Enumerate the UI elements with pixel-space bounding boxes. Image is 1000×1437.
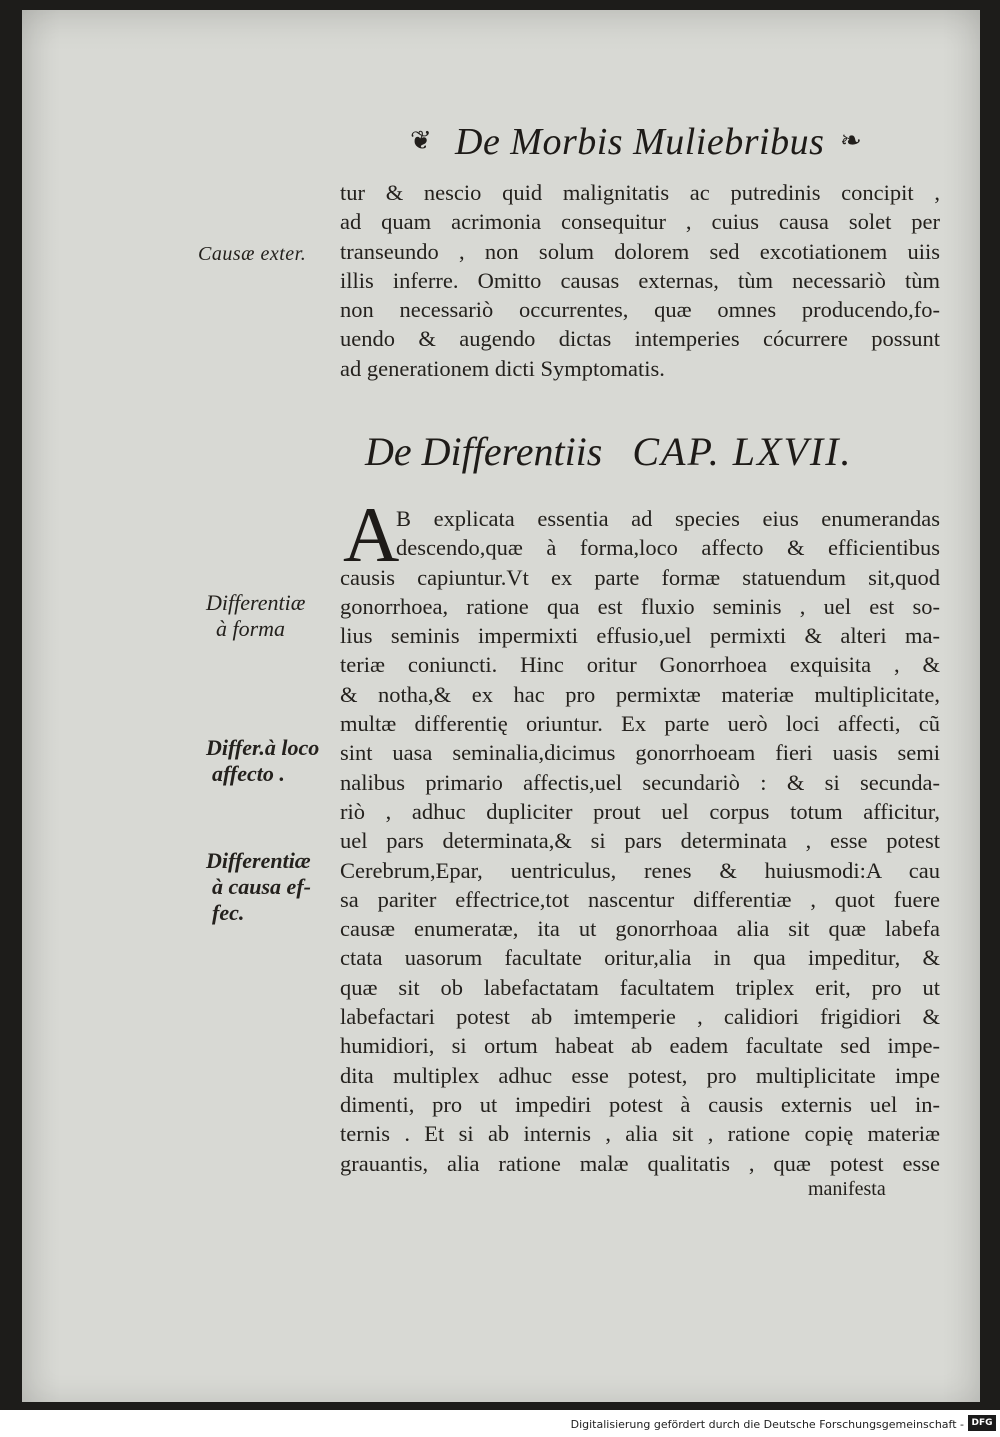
text-line: dimenti, pro ut impediri potest à causis externis uel in- bbox=[340, 1091, 940, 1117]
margin-note-text: Causæ exter. bbox=[198, 243, 307, 265]
text-line: teriæ coniuncti. Hinc oritur Gonorrhoea exquisita , & bbox=[340, 652, 940, 678]
margin-note-text: Differentiæ bbox=[206, 590, 306, 615]
text-line: ad quam acrimonia consequitur , cuius causa solet per bbox=[340, 209, 940, 235]
text-line: humidiori, si ortum habeat ab eadem facultate sed impe- bbox=[340, 1033, 940, 1059]
catchword: manifesta bbox=[808, 1178, 886, 1200]
footer-credit: Digitalisierung gefördert durch die Deutsche Forschungsgemeinschaft - bbox=[570, 1418, 964, 1431]
margin-note-differentiae-causa bbox=[206, 848, 311, 926]
margin-note-differ-loco bbox=[206, 735, 319, 787]
text-line: ctata uasorum facultate oritur,alia in qua impeditur, & bbox=[340, 945, 940, 971]
text-line: uel pars determinata,& si pars determinata , esse potest bbox=[340, 828, 940, 854]
margin-note-text: Differ.à loco bbox=[206, 735, 320, 760]
paragraph-causes bbox=[340, 178, 940, 383]
text-line: causis capiuntur.Vt ex parte formæ statuendum sit,quod bbox=[340, 564, 940, 590]
paragraph-differences bbox=[340, 504, 940, 1178]
margin-note-text: à forma bbox=[216, 616, 286, 641]
margin-note-text: affecto . bbox=[212, 761, 285, 786]
text-line: tur & nescio quid malignitatis ac putredinis concipit , bbox=[340, 180, 940, 205]
text-line: uendo & augendo dictas intemperies cócurrere possunt bbox=[340, 326, 940, 352]
text-line: ad generationem dicti Symptomatis. bbox=[340, 355, 665, 381]
margin-note-text: Differentiæ bbox=[206, 848, 311, 873]
margin-note-text: fec. bbox=[212, 900, 245, 925]
chapter-title-text: De Differentiis bbox=[365, 429, 603, 474]
text-line: multæ differentię oriuntur. Ex parte uerò loci affecti, cũ bbox=[340, 711, 940, 737]
chapter-number: CAP. LXVII. bbox=[632, 429, 853, 474]
text-line: B explicata essentia ad species eius enumerandas bbox=[396, 506, 940, 531]
running-head: De Morbis Muliebribus bbox=[455, 121, 825, 163]
text-line: riò , adhuc dupliciter prout uel corpus totum afficitur, bbox=[340, 798, 940, 824]
margin-note-text: à causa ef- bbox=[212, 874, 311, 899]
text-line: descendo,quæ à forma,loco affecto & efficientibus bbox=[396, 535, 940, 561]
text-line: transeundo , non solum dolorem sed excotiationem uiis bbox=[340, 238, 940, 264]
text-line: causæ enumeratæ, ita ut gonorrhoaa alia sit quæ labefa bbox=[340, 916, 940, 942]
text-line: sint uasa seminalia,dicimus gonorrhoeam fieri uasis semi bbox=[340, 740, 940, 766]
text-line: illis inferre. Omitto causas externas, tùm necessariò tùm bbox=[340, 267, 940, 293]
dfg-logo-icon: DFG bbox=[968, 1415, 996, 1431]
ornament-right-icon: ❧ bbox=[840, 126, 862, 156]
ornament-left-icon: ❦ bbox=[410, 126, 432, 156]
text-line: gonorrhoea, ratione qua est fluxio seminis , uel est so- bbox=[340, 593, 940, 619]
text-line: nalibus primario affectis,uel secundariò : & si secunda- bbox=[340, 769, 940, 795]
text-line: non necessariò occurrentes, quæ omnes producendo,fo- bbox=[340, 297, 940, 323]
text-line: grauantis, alia ratione malæ qualitatis , quæ potest esse bbox=[340, 1150, 940, 1176]
margin-note-differentiae-forma bbox=[206, 590, 305, 642]
margin-note-causae-exter bbox=[198, 241, 306, 267]
chapter-title bbox=[365, 428, 925, 475]
text-line: lius seminis impermixti effusio,uel permixti & alteri ma- bbox=[340, 623, 940, 649]
text-line: labefactari potest ab imtemperie , calidiori frigidiori & bbox=[340, 1004, 940, 1030]
text-line: dita multiplex adhuc esse potest, pro multiplicitate impe bbox=[340, 1062, 940, 1088]
text-line: ternis . Et si ab internis , alia sit , ratione copię materiæ bbox=[340, 1121, 940, 1147]
text-line: quæ sit ob labefactatam facultatem triplex erit, pro ut bbox=[340, 974, 940, 1000]
drop-cap-initial: A bbox=[343, 491, 400, 578]
text-line: & notha,& ex hac pro permixtæ materiæ multiplicitate, bbox=[340, 681, 940, 707]
text-line: Cerebrum,Epar, uentriculus, renes & huiusmodi:A cau bbox=[340, 857, 940, 883]
text-line: sa pariter effectrice,tot nascentur differentiæ , quot fuere bbox=[340, 886, 940, 912]
